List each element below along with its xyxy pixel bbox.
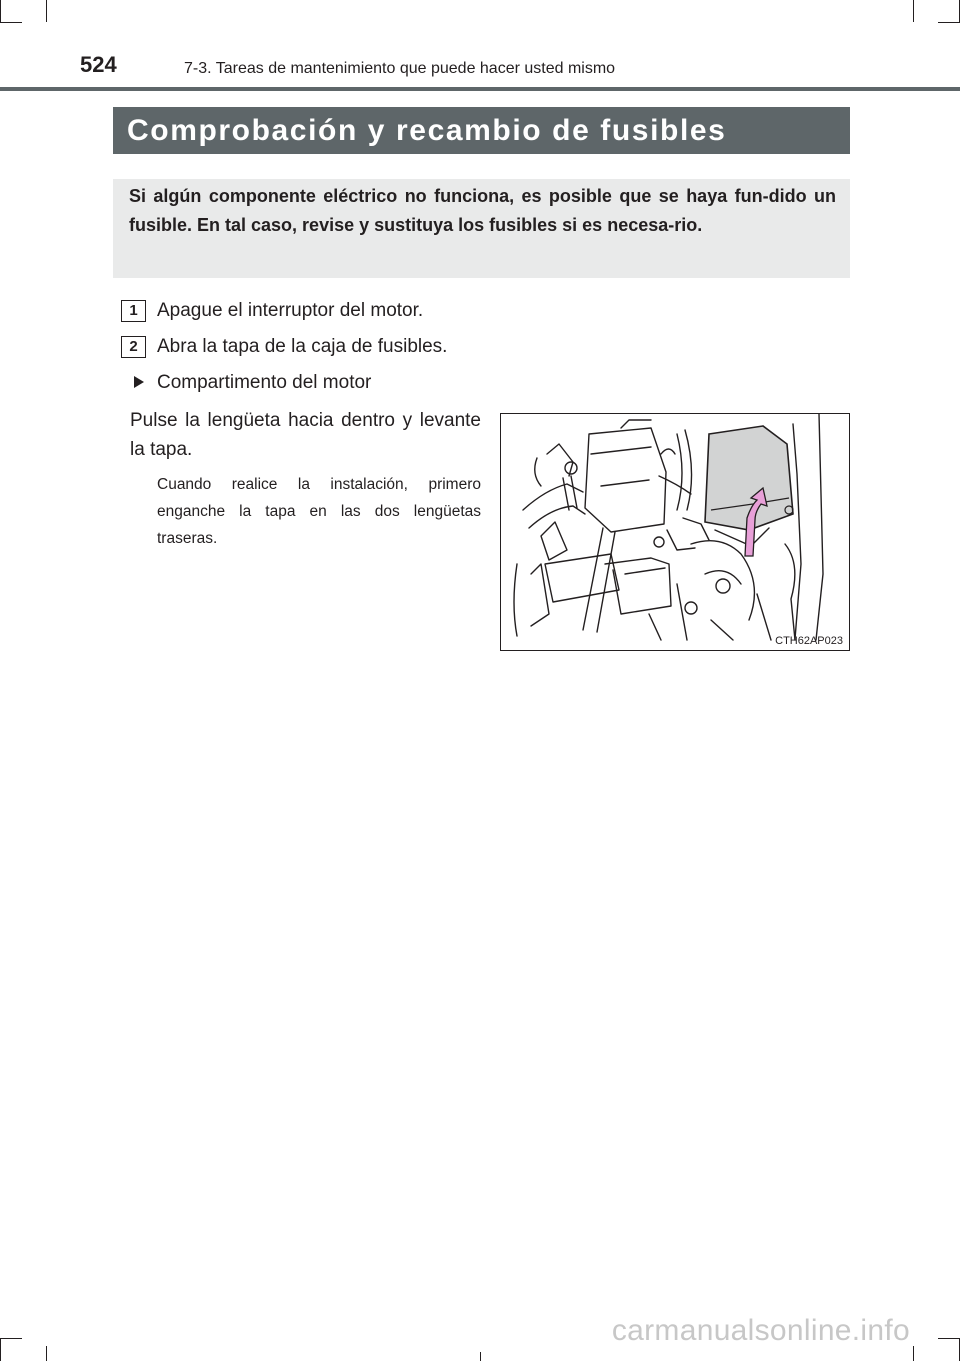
crop-mark [0,22,22,23]
page-title: Comprobación y recambio de fusibles [127,113,727,147]
crop-mark [913,0,914,22]
crop-mark [0,1338,1,1361]
engine-compartment-figure [500,413,850,651]
crop-mark [938,1338,960,1339]
engine-compartment-illustration [501,414,849,650]
section-path: 7-3. Tareas de mantenimiento que puede hacer usted mismo [184,60,616,77]
figure-code: CTH62AP023 [775,635,843,647]
crop-mark [0,0,1,22]
title-bar [113,107,850,154]
crop-mark [46,0,47,22]
step-2-badge: 2 [121,336,146,358]
crop-mark [0,1338,22,1339]
bullet-heading: Compartimento del motor [157,372,372,393]
intro-box [113,179,850,278]
instruction-text: Pulse la lengüeta hacia dentro y levante la tapa. [130,410,481,460]
step-1-text: Apague el interruptor del motor. [157,300,424,321]
note-text: Cuando realice la instalación, primero enganche la tapa en las dos lengüetas traseras. [157,476,481,547]
intro-text: Si algún componente eléctrico no funciona, es posible que se haya fun-dido un fusible. En tal caso, revise y sustituya los fusibles si es necesa-rio. [129,186,836,235]
step-2-text: Abra la tapa de la caja de fusibles. [157,336,448,357]
crop-mark [938,22,960,23]
header-rule [0,87,960,91]
watermark: carmanualsonline.info [611,1314,910,1347]
crop-mark [913,1346,914,1361]
bullet-triangle-icon [134,376,144,388]
page-number: 524 [80,52,117,77]
crop-mark [46,1346,47,1361]
step-1-badge: 1 [121,300,146,322]
crop-mark [480,1352,481,1361]
